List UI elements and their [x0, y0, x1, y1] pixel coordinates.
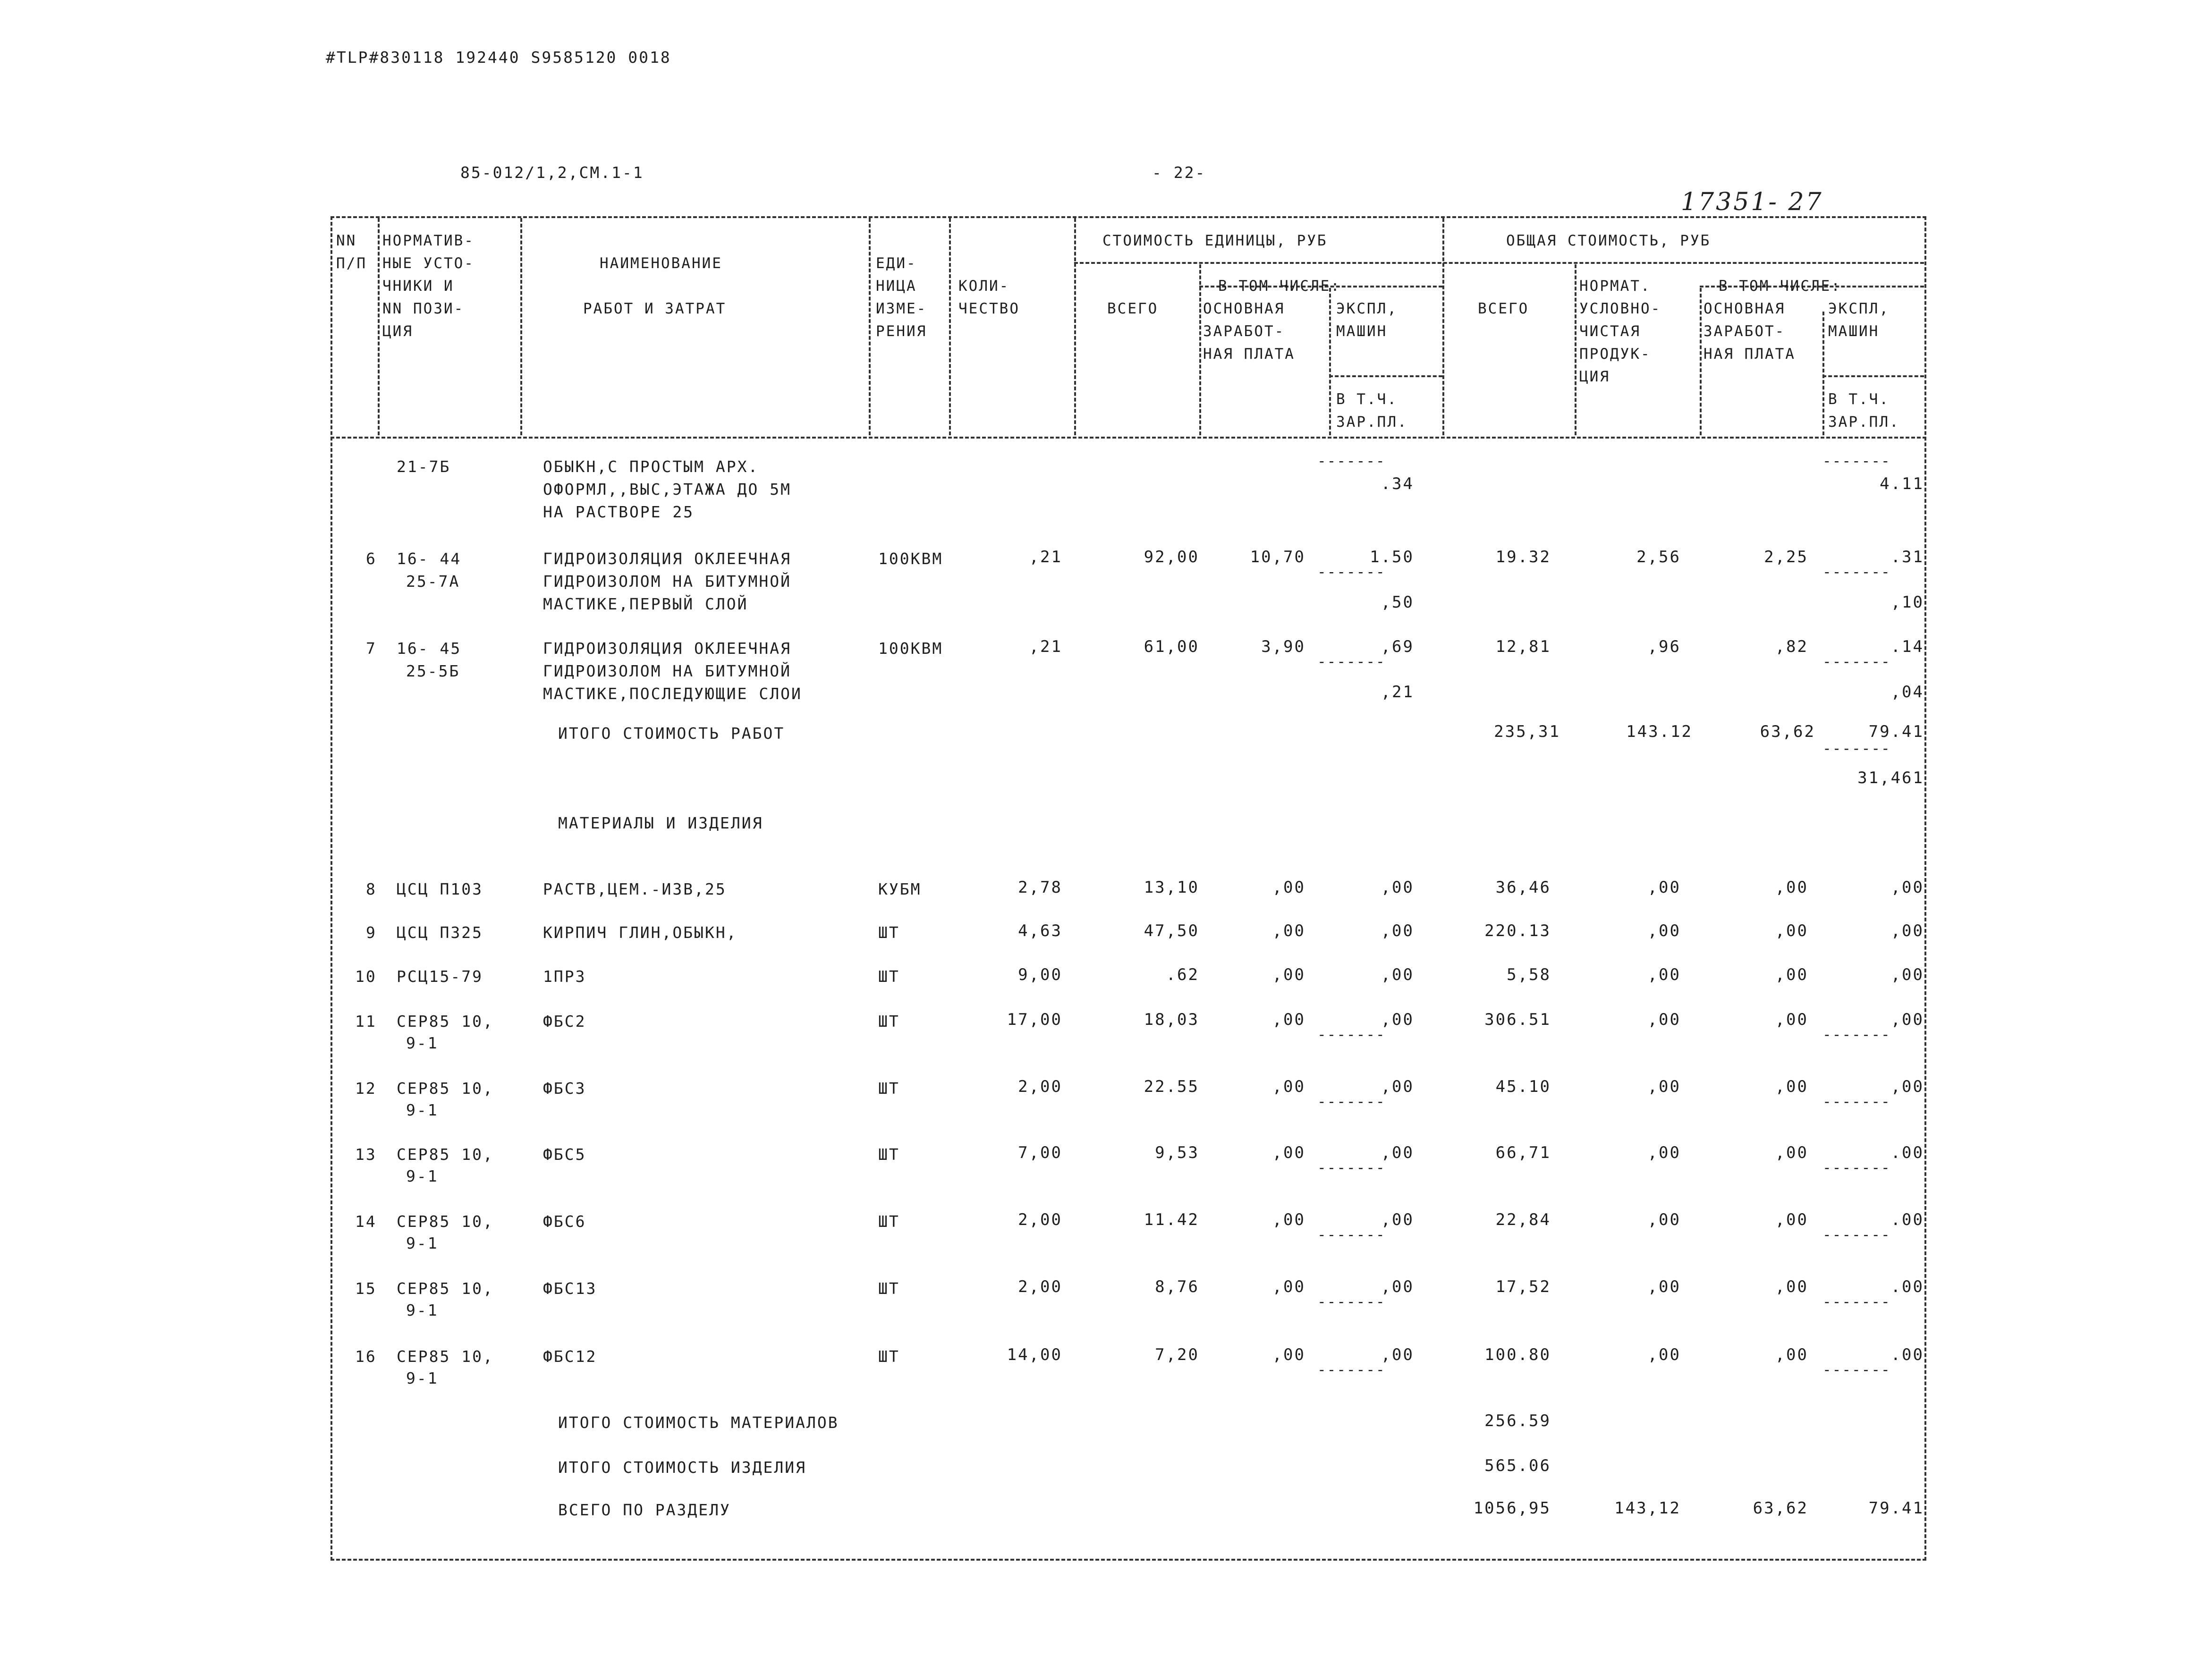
header-unit-wage-line: ОСНОВНАЯ: [1203, 300, 1285, 317]
row-total-mach-separator: -------: [1822, 653, 1891, 670]
row-unit-mach-separator: -------: [1317, 653, 1386, 670]
header-total-machines: [1828, 297, 1890, 343]
row-t-total: 12,81: [1495, 637, 1551, 656]
material-t-total: 17,52: [1495, 1277, 1551, 1296]
header-sub-line: [1329, 375, 1442, 377]
row-name-line: ОФОРМЛ,,ВЫС,ЭТАЖА ДО 5М: [543, 480, 791, 498]
row-t-mach: .31: [1890, 548, 1924, 566]
material-t-total: 306.51: [1484, 1010, 1551, 1029]
row-qty: ,21: [1029, 548, 1062, 566]
material-code: СЕР85 10,: [397, 1079, 494, 1098]
material-unit: ШТ: [878, 1347, 900, 1366]
material-total-mach-separator: -------: [1822, 1093, 1891, 1110]
material-u-mach: ,00: [1381, 965, 1414, 984]
material-number: 15: [355, 1279, 377, 1298]
header-unit-machines: [1336, 297, 1398, 343]
subtotal-works-machines-wage: 31,461: [1857, 769, 1924, 787]
material-code: СЕР85 10,: [397, 1145, 494, 1164]
material-qty: 7,00: [1018, 1143, 1062, 1162]
material-qty: 2,00: [1018, 1277, 1062, 1296]
material-number: 14: [355, 1212, 377, 1231]
header-total-machines-line: МАШИН: [1828, 323, 1880, 340]
material-u-mach: ,00: [1381, 1077, 1414, 1096]
row-t-total: 19.32: [1495, 548, 1551, 566]
material-number: 12: [355, 1079, 377, 1098]
material-unit: ШТ: [878, 923, 900, 942]
header-total-normative-line: УСЛОВНО-: [1579, 300, 1661, 317]
material-t-wage: ,00: [1775, 1010, 1808, 1029]
header-col-sep: [1575, 264, 1576, 435]
subtotal-works-norm: 143.12: [1626, 722, 1693, 741]
header-total-normative-line: ПРОДУК-: [1579, 346, 1651, 363]
material-t-wage: ,00: [1775, 1143, 1808, 1162]
material-code: СЕР85 10,: [397, 1347, 494, 1366]
header-unit-wage-line: НАЯ ПЛАТА: [1203, 346, 1295, 363]
material-u-wage: ,00: [1272, 1345, 1305, 1364]
material-code: ЦСЦ П325: [397, 923, 483, 942]
material-code-2: 9-1: [406, 1301, 439, 1319]
material-unit-mach-separator: -------: [1317, 1361, 1386, 1378]
header-col-sep: [1329, 288, 1331, 435]
header-normative: [382, 229, 475, 343]
header-unit: [876, 252, 927, 343]
header-col-sep: [520, 218, 522, 435]
header-name-line2: РАБОТ И ЗАТРАТ: [583, 300, 727, 317]
row-total-mach-wage: ,10: [1890, 593, 1924, 612]
handwritten-note: 17351- 27: [1681, 188, 1823, 216]
header-quantity: [958, 275, 1020, 320]
total-total: 256.59: [1484, 1411, 1551, 1430]
row-name-line: ГИДРОИЗОЛЯЦИЯ ОКЛЕЕЧНАЯ: [543, 549, 791, 568]
material-t-mach: .00: [1890, 1143, 1924, 1162]
row-name-line: ОБЫКН,С ПРОСТЫМ АРХ.: [543, 457, 759, 476]
material-t-mach: .00: [1890, 1345, 1924, 1364]
material-u-total: 11.42: [1144, 1210, 1199, 1229]
subtotal-works-machines: 79.41: [1868, 722, 1924, 741]
header-total-machines-line: ЭКСПЛ,: [1828, 300, 1890, 317]
row-total-mach-separator: -------: [1822, 564, 1891, 581]
header-name-line1: НАИМЕНОВАНИЕ: [600, 255, 722, 272]
page-number: - 22-: [1152, 163, 1206, 182]
header-col-sep: [869, 218, 871, 435]
header-sub-line: [1074, 262, 1924, 264]
row-u-total: 61,00: [1144, 637, 1199, 656]
material-t-total: 5,58: [1507, 965, 1551, 984]
material-t-norm: ,00: [1647, 1277, 1681, 1296]
header-unit-machines-line: МАШИН: [1336, 323, 1388, 340]
material-u-wage: ,00: [1272, 1010, 1305, 1029]
material-total-mach-separator: -------: [1822, 1361, 1891, 1378]
row-name-line: ГИДРОИЗОЛЯЦИЯ ОКЛЕЕЧНАЯ: [543, 639, 791, 658]
header-nn-line: NN: [336, 232, 357, 249]
header-total-machines-wage-line: ЗАР.ПЛ.: [1828, 414, 1900, 431]
material-u-total: 9,53: [1155, 1143, 1199, 1162]
material-t-norm: ,00: [1647, 1143, 1681, 1162]
material-code-2: 9-1: [406, 1034, 439, 1052]
header-quantity-line: ЧЕСТВО: [958, 300, 1020, 317]
material-t-total: 22,84: [1495, 1210, 1551, 1229]
material-t-norm: ,00: [1647, 965, 1681, 984]
header-col-sep: [1199, 264, 1201, 435]
material-code: ЦСЦ П103: [397, 880, 483, 898]
subtotal-works-underline: -------: [1822, 740, 1891, 757]
material-t-mach: ,00: [1890, 878, 1924, 897]
material-u-wage: ,00: [1272, 1143, 1305, 1162]
material-name: КИРПИЧ ГЛИН,ОБЫКН,: [543, 923, 737, 942]
materials-section-title: МАТЕРИАЛЫ И ИЗДЕЛИЯ: [558, 814, 763, 832]
material-t-norm: ,00: [1647, 921, 1681, 940]
header-total-normative-line: ЧИСТАЯ: [1579, 323, 1641, 340]
header-total-cost-group: ОБЩАЯ СТОИМОСТЬ, РУБ: [1506, 232, 1711, 249]
row-name-line: ГИДРОИЗОЛОМ НА БИТУМНОЙ: [543, 662, 791, 680]
total-label: ИТОГО СТОИМОСТЬ МАТЕРИАЛОВ: [558, 1413, 839, 1432]
row-total-mach-wage: ,04: [1890, 683, 1924, 701]
material-t-norm: ,00: [1647, 1077, 1681, 1096]
material-t-mach: ,00: [1890, 921, 1924, 940]
material-name: ФБС3: [543, 1079, 586, 1098]
header-total-normative-line: ЦИЯ: [1579, 368, 1610, 385]
material-total-mach-separator: -------: [1822, 1026, 1891, 1043]
row-total-mach-separator: -------: [1822, 453, 1891, 470]
material-u-wage: ,00: [1272, 1277, 1305, 1296]
material-total-mach-separator: -------: [1822, 1159, 1891, 1176]
header-col-sep: [949, 218, 951, 435]
total-wage: 63,62: [1753, 1499, 1808, 1518]
row-t-norm: ,96: [1647, 637, 1681, 656]
material-u-mach: ,00: [1381, 1010, 1414, 1029]
row-unit-mach-wage: .34: [1381, 474, 1414, 493]
header-normative-line: ЦИЯ: [382, 323, 413, 340]
material-t-wage: ,00: [1775, 921, 1808, 940]
material-t-norm: ,00: [1647, 1210, 1681, 1229]
header-sub-line: [1822, 375, 1924, 377]
header-unit-line: РЕНИЯ: [876, 323, 927, 340]
header-total-including: В ТОМ ЧИСЛЕ:: [1719, 278, 1841, 295]
total-total: 565.06: [1484, 1456, 1551, 1475]
header-col-sep: [1822, 312, 1824, 435]
header-unit-including: В ТОМ ЧИСЛЕ:: [1218, 278, 1341, 295]
material-u-wage: ,00: [1272, 1077, 1305, 1096]
material-t-mach: .00: [1890, 1210, 1924, 1229]
material-number: 11: [355, 1012, 377, 1031]
header-nn: [336, 229, 367, 275]
material-t-wage: ,00: [1775, 1077, 1808, 1096]
material-unit: ШТ: [878, 1012, 900, 1031]
material-u-mach: ,00: [1381, 921, 1414, 940]
header-col-sep: [1074, 218, 1076, 435]
header-normative-line: ЧНИКИ И: [382, 278, 454, 295]
material-t-wage: ,00: [1775, 1277, 1808, 1296]
header-unit-machines-wage-line: В Т.Ч.: [1336, 391, 1398, 408]
material-qty: 14,00: [1007, 1345, 1062, 1364]
row-code: 16- 44: [397, 549, 462, 568]
header-unit-machines-wage: [1336, 388, 1408, 433]
material-unit-mach-separator: -------: [1317, 1226, 1386, 1243]
material-u-wage: ,00: [1272, 965, 1305, 984]
material-t-total: 100.80: [1484, 1345, 1551, 1364]
header-unit-line: НИЦА: [876, 278, 917, 295]
material-qty: 2,78: [1018, 878, 1062, 897]
row-code: 16- 45: [397, 639, 462, 658]
material-unit: ШТ: [878, 1145, 900, 1164]
header-unit-total: ВСЕГО: [1107, 300, 1159, 317]
material-t-wage: ,00: [1775, 1210, 1808, 1229]
row-qty: ,21: [1029, 637, 1062, 656]
table-bottom-border: [331, 1559, 1926, 1561]
material-u-wage: ,00: [1272, 878, 1305, 897]
header-unit-machines-line: ЭКСПЛ,: [1336, 300, 1398, 317]
material-unit: ШТ: [878, 1279, 900, 1298]
material-u-total: 8,76: [1155, 1277, 1199, 1296]
row-unit-mach-wage: ,21: [1381, 683, 1414, 701]
material-code: СЕР85 10,: [397, 1279, 494, 1298]
header-total-normative: [1579, 275, 1661, 388]
row-name-line: МАСТИКЕ,ПОСЛЕДУЮЩИЕ СЛОИ: [543, 684, 802, 703]
row-name-line: ГИДРОИЗОЛОМ НА БИТУМНОЙ: [543, 572, 791, 591]
row-t-wage: 2,25: [1764, 548, 1808, 566]
header-unit-cost-group: СТОИМОСТЬ ЕДИНИЦЫ, РУБ: [1102, 232, 1328, 249]
material-unit-mach-separator: -------: [1317, 1026, 1386, 1043]
material-unit: ШТ: [878, 1212, 900, 1231]
header-normative-line: НОРМАТИВ-: [382, 232, 475, 249]
material-t-mach: ,00: [1890, 1010, 1924, 1029]
header-total-wage-line: ОСНОВНАЯ: [1703, 300, 1786, 317]
header-unit-wage-line: ЗАРАБОТ-: [1203, 323, 1285, 340]
material-name: ФБС5: [543, 1145, 586, 1164]
row-name-line: МАСТИКЕ,ПЕРВЫЙ СЛОЙ: [543, 595, 748, 613]
header-total-normative-line: НОРМАТ.: [1579, 278, 1651, 295]
material-t-total: 45.10: [1495, 1077, 1551, 1096]
material-u-total: 47,50: [1144, 921, 1199, 940]
header-total-machines-wage-line: В Т.Ч.: [1828, 391, 1890, 408]
material-u-total: 13,10: [1144, 878, 1199, 897]
row-unit: 100КВМ: [878, 549, 943, 568]
material-code: СЕР85 10,: [397, 1012, 494, 1031]
header-nn-line: П/П: [336, 255, 367, 272]
material-t-mach: .00: [1890, 1277, 1924, 1296]
header-normative-line: НЫЕ УСТО-: [382, 255, 475, 272]
material-u-mach: ,00: [1381, 1277, 1414, 1296]
row-unit: 100КВМ: [878, 639, 943, 658]
material-qty: 2,00: [1018, 1210, 1062, 1229]
header-unit-line: ЕДИ-: [876, 255, 917, 272]
row-u-total: 92,00: [1144, 548, 1199, 566]
row-t-norm: 2,56: [1636, 548, 1681, 566]
material-t-wage: ,00: [1775, 965, 1808, 984]
material-qty: 2,00: [1018, 1077, 1062, 1096]
header-unit-wage: [1203, 297, 1295, 365]
document-id: #TLP#830118 192440 S9585120 0018: [326, 48, 671, 67]
material-number: 10: [355, 967, 377, 986]
material-total-mach-separator: -------: [1822, 1293, 1891, 1310]
material-t-norm: ,00: [1647, 878, 1681, 897]
material-name: ФБС6: [543, 1212, 586, 1231]
header-total-total: ВСЕГО: [1478, 300, 1529, 317]
row-total-mach-wage: 4.11: [1880, 474, 1924, 493]
material-qty: 4,63: [1018, 921, 1062, 940]
material-number: 13: [355, 1145, 377, 1164]
total-total: 1056,95: [1473, 1499, 1551, 1518]
material-code-2: 9-1: [406, 1101, 439, 1119]
material-unit: КУБМ: [878, 880, 922, 898]
row-u-wage: 10,70: [1250, 548, 1305, 566]
row-code-2: 25-5Б: [406, 662, 460, 680]
header-total-wage-line: НАЯ ПЛАТА: [1703, 346, 1796, 363]
material-u-mach: ,00: [1381, 1210, 1414, 1229]
material-u-wage: ,00: [1272, 1210, 1305, 1229]
header-bottom-border: [331, 437, 1926, 439]
header-unit-line: ИЗМЕ-: [876, 300, 927, 317]
material-t-total: 220.13: [1484, 921, 1551, 940]
subtotal-works-total: 235,31: [1494, 722, 1560, 741]
material-t-norm: ,00: [1647, 1345, 1681, 1364]
material-name: ФБС13: [543, 1279, 597, 1298]
row-number: 6: [366, 549, 377, 568]
material-unit-mach-separator: -------: [1317, 1093, 1386, 1110]
material-name: ФБС2: [543, 1012, 586, 1031]
material-u-total: 22.55: [1144, 1077, 1199, 1096]
material-t-wage: ,00: [1775, 878, 1808, 897]
material-u-total: 18,03: [1144, 1010, 1199, 1029]
total-label: ИТОГО СТОИМОСТЬ ИЗДЕЛИЯ: [558, 1458, 806, 1477]
material-number: 9: [366, 923, 377, 942]
row-u-mach: 1.50: [1370, 548, 1414, 566]
material-t-norm: ,00: [1647, 1010, 1681, 1029]
material-code: РСЦ15-79: [397, 967, 483, 986]
header-quantity-line: КОЛИ-: [958, 278, 1010, 295]
row-unit-mach-separator: -------: [1317, 453, 1386, 470]
material-code-2: 9-1: [406, 1167, 439, 1185]
row-u-wage: 3,90: [1261, 637, 1305, 656]
material-unit-mach-separator: -------: [1317, 1159, 1386, 1176]
header-total-machines-wage: [1828, 388, 1900, 433]
material-t-mach: ,00: [1890, 1077, 1924, 1096]
material-t-total: 66,71: [1495, 1143, 1551, 1162]
material-name: 1ПР3: [543, 967, 586, 986]
material-code: СЕР85 10,: [397, 1212, 494, 1231]
material-qty: 17,00: [1007, 1010, 1062, 1029]
material-name: РАСТВ,ЦЕМ.-ИЗВ,25: [543, 880, 727, 898]
material-u-total: 7,20: [1155, 1345, 1199, 1364]
material-t-total: 36,46: [1495, 878, 1551, 897]
material-t-wage: ,00: [1775, 1345, 1808, 1364]
material-code-2: 9-1: [406, 1234, 439, 1252]
subtotal-works-label: ИТОГО СТОИМОСТЬ РАБОТ: [558, 724, 785, 743]
material-number: 8: [366, 880, 377, 898]
header-col-sep: [1442, 218, 1444, 435]
row-t-mach: .14: [1890, 637, 1924, 656]
total-label: ВСЕГО ПО РАЗДЕЛУ: [558, 1501, 731, 1519]
row-t-wage: ,82: [1775, 637, 1808, 656]
subtotal-works-wage: 63,62: [1760, 722, 1815, 741]
material-t-mach: ,00: [1890, 965, 1924, 984]
row-number: 7: [366, 639, 377, 658]
table-right-border: [1924, 216, 1926, 1561]
material-number: 16: [355, 1347, 377, 1366]
header-total-wage: [1703, 297, 1796, 365]
table-left-border: [331, 216, 332, 1561]
header-unit-machines-wage-line: ЗАР.ПЛ.: [1336, 414, 1408, 431]
row-name-line: НА РАСТВОРЕ 25: [543, 503, 695, 521]
material-unit: ШТ: [878, 967, 900, 986]
material-u-mach: ,00: [1381, 1345, 1414, 1364]
material-unit-mach-separator: -------: [1317, 1293, 1386, 1310]
header-normative-line: NN ПОЗИ-: [382, 300, 465, 317]
material-u-mach: ,00: [1381, 1143, 1414, 1162]
header-col-sep: [378, 218, 380, 435]
row-code: 21-7Б: [397, 457, 451, 476]
header-total-wage-line: ЗАРАБОТ-: [1703, 323, 1786, 340]
row-u-mach: ,69: [1381, 637, 1414, 656]
material-unit: ШТ: [878, 1079, 900, 1098]
material-total-mach-separator: -------: [1822, 1226, 1891, 1243]
row-code-2: 25-7А: [406, 572, 460, 591]
material-u-wage: ,00: [1272, 921, 1305, 940]
row-unit-mach-separator: -------: [1317, 564, 1386, 581]
material-u-mach: ,00: [1381, 878, 1414, 897]
total-norm: 143,12: [1614, 1499, 1681, 1518]
row-unit-mach-wage: ,50: [1381, 593, 1414, 612]
table-top-border: [331, 216, 1926, 218]
header-col-sep: [1700, 288, 1702, 435]
document-reference: 85-012/1,2,СМ.1-1: [460, 163, 644, 182]
material-code-2: 9-1: [406, 1369, 439, 1387]
material-u-total: .62: [1166, 965, 1199, 984]
total-mach: 79.41: [1868, 1499, 1924, 1518]
material-qty: 9,00: [1018, 965, 1062, 984]
material-name: ФБС12: [543, 1347, 597, 1366]
